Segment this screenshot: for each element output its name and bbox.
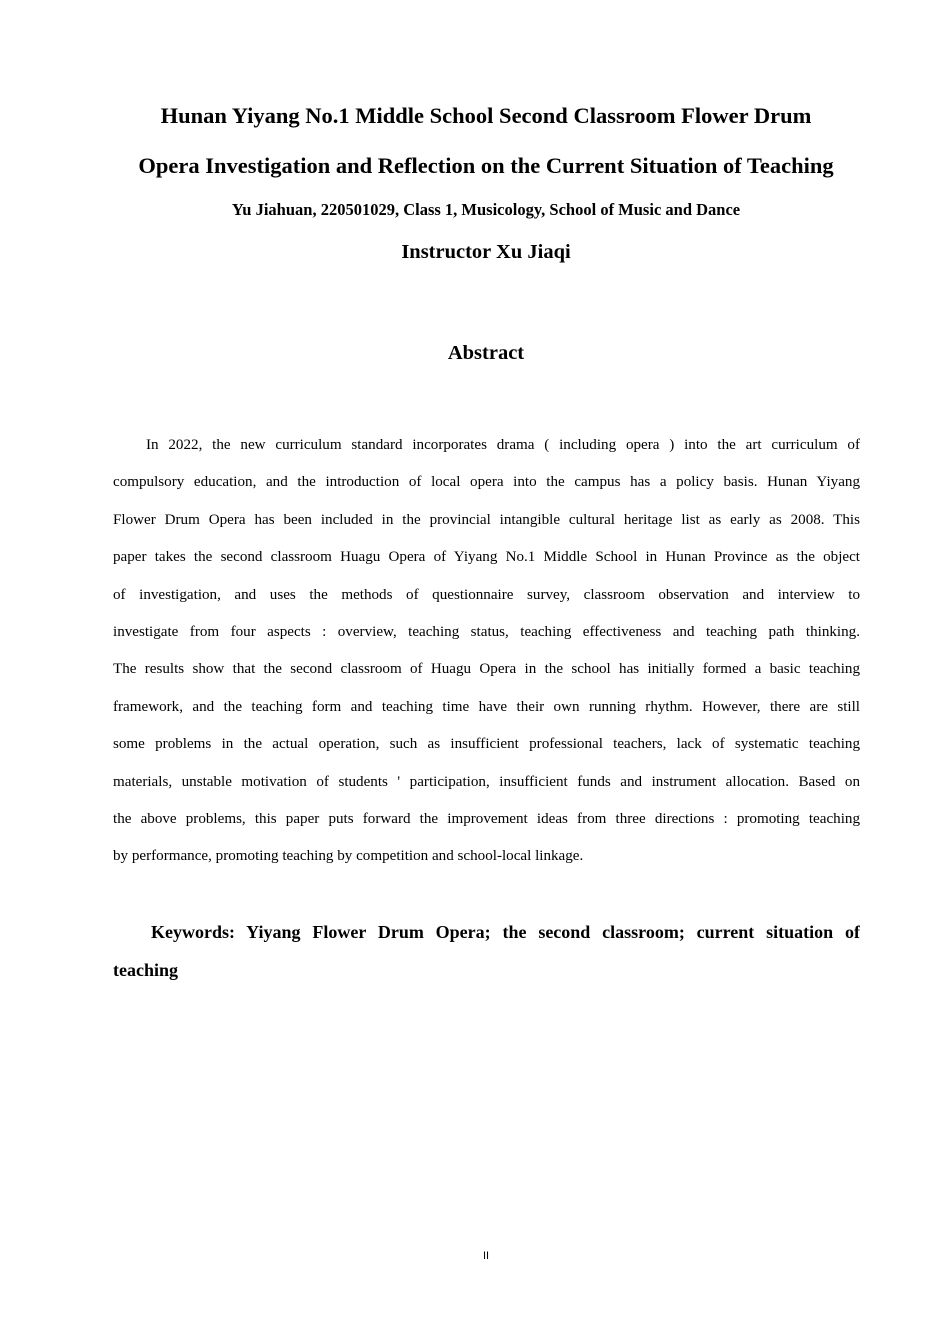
abstract-line: framework, and the teaching form and teaching time have their own running rhythm. However, there are still xyxy=(113,698,860,715)
abstract-line: compulsory education, and the introduction of local opera into the campus has a policy basis. Hunan Yiyang xyxy=(113,474,860,491)
abstract-body xyxy=(113,427,860,876)
author-info: Yu Jiahuan, 220501029, Class 1, Musicology, School of Music and Dance xyxy=(231,200,741,219)
paper-title-line-1: Hunan Yiyang No.1 Middle School Second Classroom Flower Drum xyxy=(160,103,812,128)
abstract-line: In 2022, the new curriculum standard incorporates drama ( including opera ) into the art curriculum of xyxy=(146,437,860,453)
paper-title-line-2: Opera Investigation and Reflection on the Current Situation of Teaching xyxy=(138,153,834,178)
abstract-line: of investigation, and uses the methods of questionnaire survey, classroom observation and interview to xyxy=(113,586,860,603)
abstract-line: by performance, promoting teaching by competition and school-local linkage. xyxy=(113,848,584,865)
keywords-line: Keywords: Yiyang Flower Drum Opera; the second classroom; current situation of xyxy=(151,922,860,942)
abstract-line: some problems in the actual operation, such as insufficient professional teachers, lack of systematic teaching xyxy=(113,736,860,753)
page-number: II xyxy=(482,1250,490,1262)
abstract-line: The results show that the second classroom of Huagu Opera in the school has initially formed a basic teaching xyxy=(113,661,860,678)
abstract-line: investigate from four aspects : overview, teaching status, teaching effectiveness and teaching path thinking. xyxy=(113,623,860,640)
keywords xyxy=(113,913,860,989)
abstract-line: Flower Drum Opera has been included in the provincial intangible cultural heritage list as early as 2008. This xyxy=(113,511,860,528)
abstract-line: the above problems, this paper puts forward the improvement ideas from three directions : promoting teaching xyxy=(113,810,860,827)
abstract-line: materials, unstable motivation of students ' participation, insufficient funds and instrument allocation. Based on xyxy=(113,773,860,790)
instructor-info: Instructor Xu Jiaqi xyxy=(401,241,571,263)
abstract-heading: Abstract xyxy=(447,342,525,364)
abstract-line: paper takes the second classroom Huagu Opera of Yiyang No.1 Middle School in Hunan Province as the object xyxy=(113,549,860,566)
keywords-line: teaching xyxy=(113,960,178,980)
